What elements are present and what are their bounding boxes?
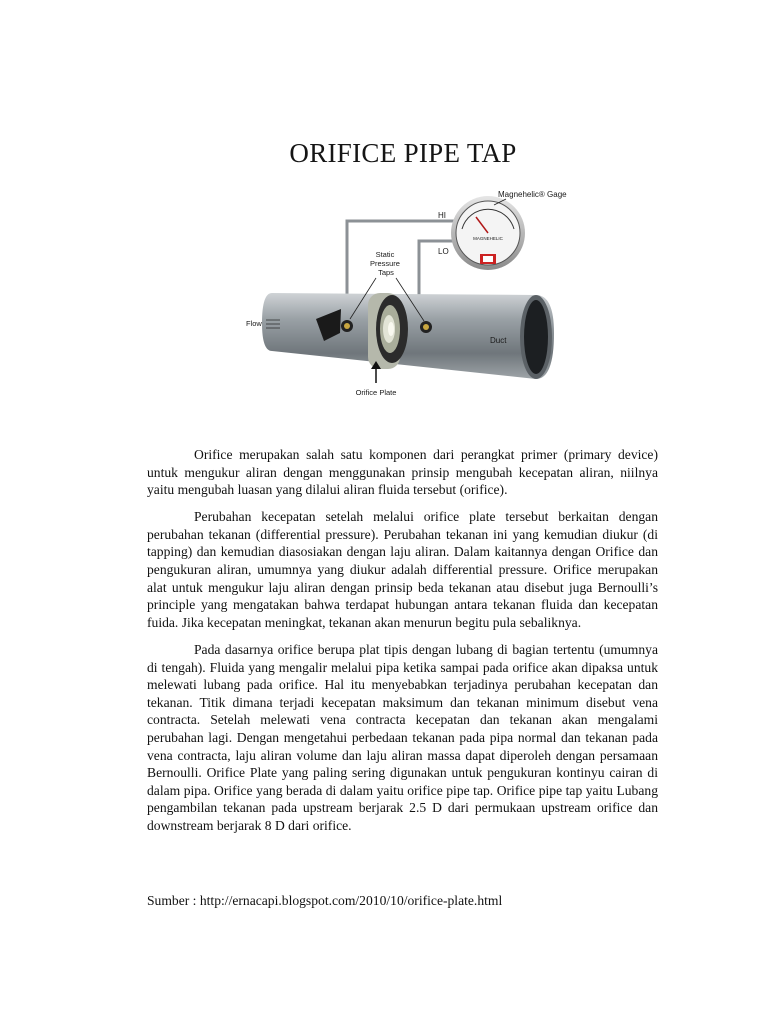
paragraph-1: Orifice merupakan salah satu komponen dari perangkat primer (primary device) untuk mengukur aliran dengan menggunakan prinsip mengubah kecepatan aliran, niilnya yaitu mengubah luasan yang dilalui aliran fluida tersebut (orifice). [147,447,658,498]
gauge-face-label: MAGNEHELIC [473,236,503,241]
source-citation: Sumber : http://ernacapi.blogspot.com/2010/10/orifice-plate.html [147,893,503,908]
body-text [147,446,658,844]
gauge-label: Magnehelic® Gage [498,190,567,199]
duct-label: Duct [490,336,507,345]
paragraph-3: Pada dasarnya orifice berupa plat tipis dengan lubang di bagian tertentu (umumnya di tengah). Fluida yang mengalir melalui pipa ketika sampai pada orifice akan dipaksa untuk melewati lubang pada orifice. Hal itu menyebabkan terjadinya perubahan kecepatan dan tekanan. Titik dimana terjadi kecepatan maksimum dan tekanan minimum disebut vena contracta. Setelah melewati vena contracta kecepatan dan tekanan akan mengalami perubahan lagi. Dengan mengetahui perbedaan tekanan pada pipa normal dan tekanan pada vena contracta, laju aliran volume dan laju aliran massa dapat diperoleh dengan persamaan Bernoulli. Orifice Plate yang paling sering digunakan untuk pengukuran kontinyu cairan di dalam pipa. Orifice yang berada di dalam yaitu orifice pipe tap. Orifice pipe tap yaitu Lubang pengambilan tekanan pada upstream berjarak 2.5 D dari permukaan upstream orifice dan downstream berjarak 8 D dari orifice. [147,641,658,833]
page-title: ORIFICE PIPE TAP [289,138,517,168]
orifice-plate-label: Orifice Plate [355,388,397,397]
paragraph-2: Perubahan kecepatan setelah melalui orifice plate tersebut berkaitan dengan perubahan tekanan (differential pressure). Perubahan tekanan ini yang kemudian diukur (di tapping) dan kemudian diasosiakan dengan laju aliran. Dalam kaitannya dengan Orifice dan pengukuran aliran, umumnya yang diukur adalah differential pressure. Orifice merupakan alat untuk mengukur laju aliran dengan prinsip beda tekanan atau disebut juga Bernoulli’s principle yang mengatakan bahwa terdapat hubungan antara tekanan fluida dan kecepatan fuida. Jika kecepatan meningkat, tekanan akan menurun begitu pula sebaliknya. [147,509,658,630]
duct-pipe [262,293,554,379]
hi-label: HI [438,211,446,220]
magnehelic-gauge [451,196,525,270]
lo-label: LO [438,247,449,256]
flow-label: Flow [246,319,262,328]
orifice-diagram [236,183,572,403]
static-taps-label: Static Pressure Taps [369,250,400,277]
